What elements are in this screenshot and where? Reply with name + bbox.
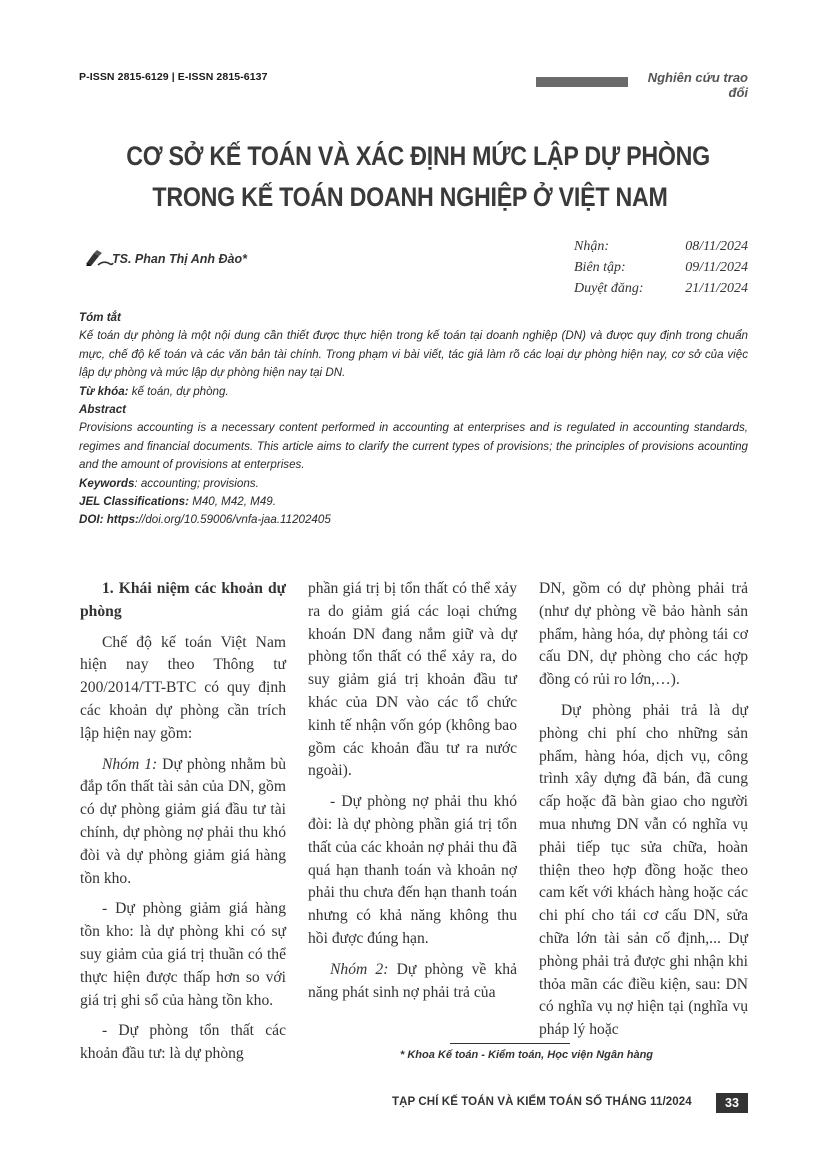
section-label: Nghiên cứu trao đổi (647, 70, 748, 100)
paragraph: phần giá trị bị tổn thất có thể xảy ra do giảm giá các loại chứng khoán DN đang nắm giữ và dự phòng tổn thất có thể xảy ra, do suy giảm giá trị khoản đầu tư khác của DN vào các tổ chức kinh tế nhận vốn góp (không bao gồm các khoản đầu tư ra nước ngoài). (308, 580, 517, 780)
keywords-vi-value: kế toán, dự phòng. (128, 384, 229, 398)
title-line-1: CƠ SỞ KẾ TOÁN VÀ XÁC ĐỊNH MỨC LẬP DỰ PHÒNG (126, 141, 710, 171)
page-number: 33 (716, 1093, 748, 1113)
date-received (574, 236, 748, 257)
section-bar (536, 77, 628, 87)
abstract-block (79, 309, 748, 530)
paragraph: Dự phòng phải trả là dự phòng chi phí cho những sản phẩm, hàng hóa, dịch vụ, công trình xây dựng đã bán, đã cung cấp hoặc đã bàn giao cho người mua nhưng DN vẫn có nghĩa vụ phải tiếp tục sửa chữa, hoàn thiện theo hợp đồng hoặc theo cam kết với khách hàng hoặc các chi phí cho tái cơ cấu DN, sửa chữa lớn tài sản cố định,... Dự phòng phải trả được ghi nhận khi thỏa mãn các điều kiện, sau: DN có nghĩa vụ nợ hiện tại (nghĩa vụ pháp lý hoặc (539, 701, 748, 1039)
doi-link[interactable]: //doi.org/10.59006/vnfa-jaa.11202405 (138, 513, 331, 527)
keywords-vi-label: Từ khóa: (79, 384, 129, 398)
date-value: 09/11/2024 (685, 260, 748, 275)
keywords-en-label: Keywords (79, 476, 135, 490)
dates-block (574, 236, 748, 299)
article-title (126, 136, 710, 218)
paragraph-text: Dự phòng nhằm bù đắp tổn thất tài sản của DN, gồm có dự phòng giảm giá đầu tư tài chính, dự phòng nợ phải thu khó đòi và dự phòng giảm giá hàng tồn kho. (80, 755, 286, 887)
abstract-en-text: Provisions accounting is a necessary content performed in accounting at enterprises and is regulated in accounting standards, regimes and financial documents. This article aims to clarify the current types of provisions; the principles of provisions acounting and the amount of provisions at enterprises. (79, 421, 748, 472)
date-value: 21/11/2024 (685, 281, 748, 296)
jel-label: JEL Classifications: (79, 495, 189, 509)
abstract-vi-heading: Tóm tắt (79, 311, 121, 324)
abstract-en-heading: Abstract (79, 403, 127, 417)
keywords-en (79, 475, 748, 493)
abstract-vi-text: Kế toán dự phòng là một nội dung cần thiết được thực hiện trong kế toán tại doanh nghiệp (DN) và được quy định trong chuẩn mực, chế độ kế toán và các văn bản tài chính. Trong phạm vi bài viết, tác giả làm rõ các loại dự phòng hiện nay, cơ sở của việc lập dự phòng và mức lập dự phòng hiện nay tại DN. (79, 329, 748, 380)
footnote: * Khoa Kế toán - Kiểm toán, Học viện Ngân hàng (400, 1049, 654, 1061)
body-column-2 (308, 578, 517, 1012)
paragraph: - Dự phòng nợ phải thu khó đòi: là dự phòng phần giá trị tổn thất của các khoản nợ phải thu đã quá hạn thanh toán và khoản nợ phải thu chưa đến hạn thanh toán nhưng có khả năng không thu hồi được đúng hạn. (308, 793, 517, 947)
doi-label: DOI: https: (79, 513, 139, 527)
date-value: 08/11/2024 (685, 239, 748, 254)
paragraph: Chế độ kế toán Việt Nam hiện nay theo Thông tư 200/2014/TT-BTC có quy định các khoản dự phòng cần trích lập hiện nay gồm: (80, 633, 286, 742)
date-edited (574, 257, 748, 278)
footnote-rule (450, 1043, 570, 1044)
jel-value: M40, M42, M49. (188, 495, 276, 509)
paragraph: - Dự phòng giảm giá hàng tồn kho: là dự phòng khi có sự suy giảm của giá trị thuần có thể thực hiện được thấp hơn so với giá trị ghi sổ của hàng tồn kho. (80, 900, 286, 1009)
body-column-3 (539, 578, 748, 1050)
date-approved (574, 278, 748, 299)
date-label: Duyệt đăng: (574, 281, 644, 296)
pen-icon (84, 249, 114, 267)
author-name: TS. Phan Thị Anh Đào* (112, 252, 247, 266)
paragraph: DN, gồm có dự phòng phải trả (như dự phòng về bảo hành sản phẩm, hàng hóa, dự phòng tái cơ cấu DN, dự phòng cho các hợp đồng có rủi ro lớn,…). (539, 580, 748, 689)
group-label: Nhóm 1: (102, 755, 158, 773)
jel-line (79, 493, 748, 511)
paragraph-text: Dự phòng về khả năng phát sinh nợ phải trả của (308, 960, 517, 1001)
journal-footer: TẠP CHÍ KẾ TOÁN VÀ KIỂM TOÁN SỐ THÁNG 11/2024 (392, 1096, 692, 1108)
paragraph (308, 959, 517, 1005)
keywords-vi (79, 383, 748, 401)
title-line-2: TRONG KẾ TOÁN DOANH NGHIỆP Ở VIỆT NAM (152, 182, 668, 212)
issn-line: P-ISSN 2815-6129 | E-ISSN 2815-6137 (79, 71, 268, 83)
body-column-1 (80, 578, 286, 1074)
date-label: Nhận: (574, 239, 609, 254)
paragraph: - Dự phòng tổn thất các khoản đầu tư: là dự phòng (80, 1022, 286, 1063)
paragraph (80, 754, 286, 891)
section-heading: 1. Khái niệm các khoản dự phòng (80, 580, 286, 620)
keywords-en-value: : accounting; provisions. (134, 476, 259, 490)
date-label: Biên tập: (574, 260, 626, 275)
group-label: Nhóm 2: (330, 960, 389, 978)
doi-line (79, 511, 748, 529)
